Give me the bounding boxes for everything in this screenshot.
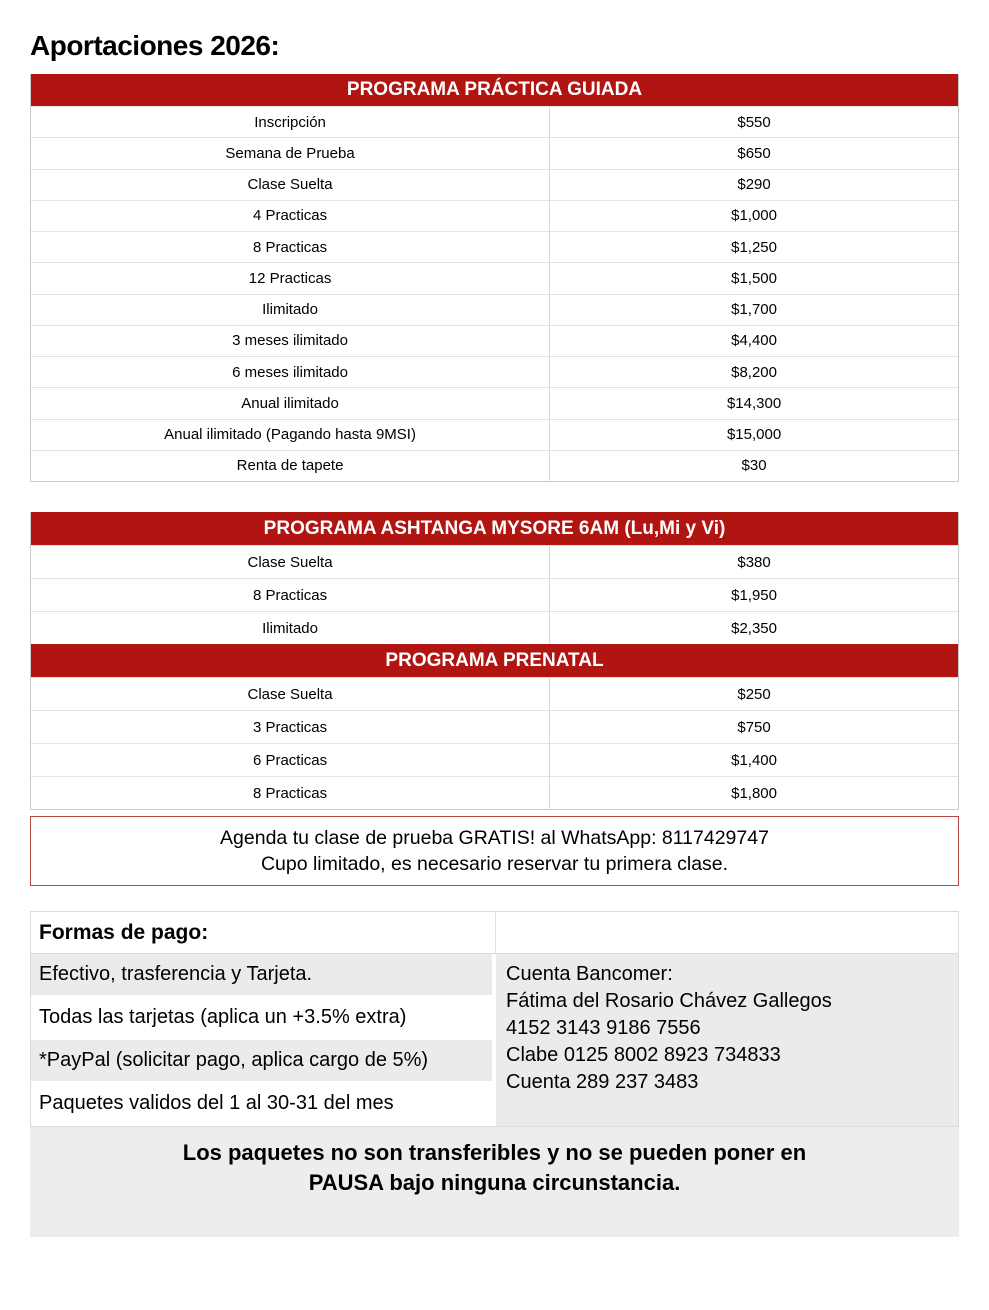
pricing-page [0,30,989,1237]
row-label: 8 Practicas [31,777,550,809]
row-label: 6 meses ilimitado [31,357,550,387]
table-row [31,710,958,743]
payment-method: *PayPal (solicitar pago, aplica cargo de 5%) [31,1040,496,1083]
table-row [31,106,958,137]
row-label: Clase Suelta [31,678,550,710]
row-price: $380 [737,553,771,571]
row-price: $1,700 [731,301,777,319]
payment-method: Todas las tarjetas (aplica un +3.5% extra) [31,997,496,1040]
no-transfer-note-line2: PAUSA bajo ninguna circunstancia. [308,1170,681,1195]
row-label: Clase Suelta [31,170,550,200]
row-price: $650 [737,144,771,162]
row-label: Ilimitado [31,295,550,325]
table-row [31,169,958,200]
table-row [31,677,958,710]
bank-account-alt: Cuenta 289 237 3483 [506,1071,699,1093]
payment-method: Efectivo, trasferencia y Tarjeta. [31,954,496,997]
table-row [31,545,958,578]
payment-header-empty-cell [496,912,958,954]
row-label: Inscripción [31,107,550,137]
trial-notice-line1: Agenda tu clase de prueba GRATIS! al WhatsApp: 8117429747 [220,827,769,849]
row-label: Anual ilimitado [31,388,550,418]
row-price: $250 [737,685,771,703]
table-header-prenatal: PROGRAMA PRENATAL [31,644,958,677]
table-row [31,231,958,262]
bank-info [496,954,958,1126]
payment-method: Paquetes validos del 1 al 30-31 del mes [31,1083,496,1126]
row-price: $15,000 [726,426,782,444]
row-price: $8,200 [731,363,777,381]
row-price: $1,400 [731,751,777,769]
row-price: $750 [737,718,771,736]
table-practica-guiada [30,74,959,482]
row-label: 3 Practicas [31,711,550,743]
table-header-ashtanga: PROGRAMA ASHTANGA MYSORE 6AM (Lu,Mi y Vi) [31,512,958,545]
trial-notice-line2: Cupo limitado, es necesario reservar tu primera clase. [260,853,729,875]
bank-info-line: Fátima del Rosario Chávez Gallegos [506,990,832,1012]
no-transfer-note [30,1127,959,1237]
payment-methods-table [30,911,959,1127]
table-row [31,611,958,644]
table-row [31,743,958,776]
table-row [31,325,958,356]
row-price: $1,000 [731,207,777,225]
table-row [31,387,958,418]
row-label: 12 Practicas [31,263,550,293]
row-label: Anual ilimitado (Pagando hasta 9MSI) [31,420,550,450]
row-label: Ilimitado [31,612,550,644]
bank-account-number: 4152 3143 9186 7556 [506,1017,701,1039]
row-price: $1,250 [731,238,777,256]
table-header-practica-guiada: PROGRAMA PRÁCTICA GUIADA [31,74,958,106]
table-row [31,262,958,293]
payment-title: Formas de pago: [31,912,496,954]
table-row [31,294,958,325]
table-row [31,776,958,809]
row-label: Semana de Prueba [31,138,550,168]
row-price: $550 [737,113,771,131]
table-row [31,450,958,481]
table-row [31,356,958,387]
page-title: Aportaciones 2026: [30,30,280,61]
row-price: $14,300 [726,394,782,412]
row-label: Renta de tapete [31,451,550,481]
row-price: $30 [741,457,767,475]
row-price: $4,400 [731,332,777,350]
bank-clabe: Clabe 0125 8002 8923 734833 [506,1044,781,1066]
table-row [31,200,958,231]
row-label: 3 meses ilimitado [31,326,550,356]
row-price: $1,500 [731,269,777,287]
trial-class-notice [30,816,959,886]
row-label: 8 Practicas [31,579,550,611]
bank-info-line: Cuenta Bancomer: [506,963,673,985]
row-price: $1,950 [731,586,777,604]
row-label: 4 Practicas [31,201,550,231]
table-row [31,419,958,450]
table-row [31,578,958,611]
row-label: 8 Practicas [31,232,550,262]
no-transfer-note-line1: Los paquetes no son transferibles y no se pueden poner en [182,1140,807,1165]
table-ashtanga-prenatal [30,512,959,810]
row-label: Clase Suelta [31,546,550,578]
row-price: $290 [737,176,771,194]
row-label: 6 Practicas [31,744,550,776]
row-price: $2,350 [731,619,777,637]
table-row [31,137,958,168]
row-price: $1,800 [731,784,777,802]
